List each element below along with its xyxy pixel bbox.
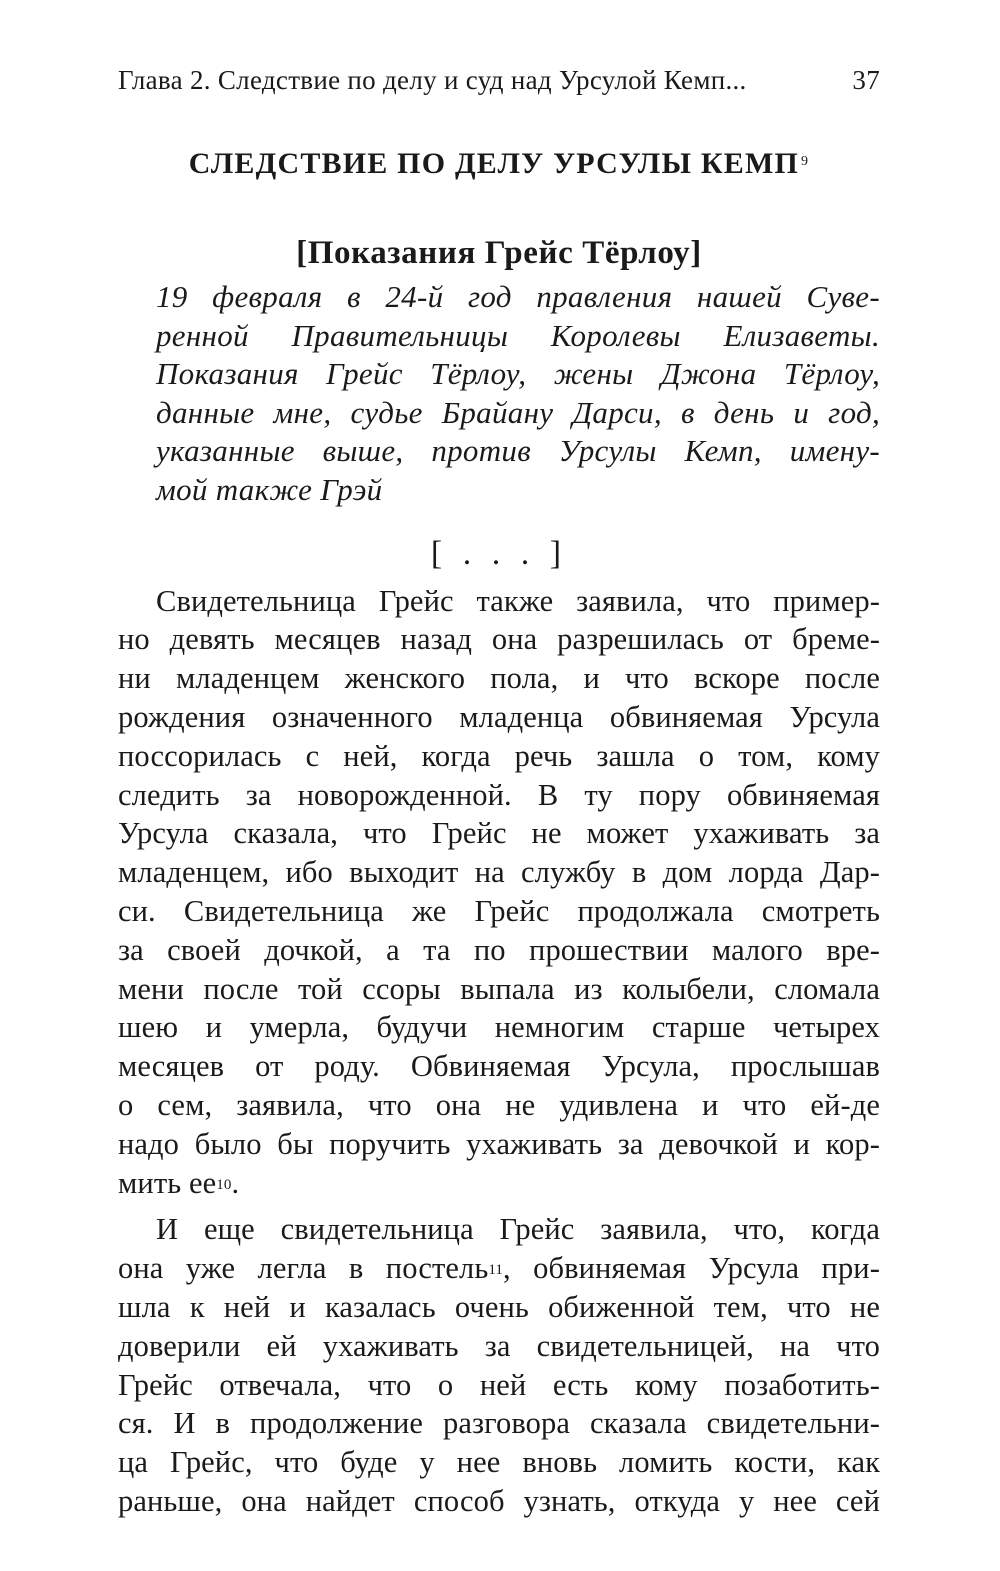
text-line: следить за новорожденной. В ту пору обвиняемая xyxy=(118,777,880,812)
text-line: ся. И в продолжение разговора сказала свидетельни- xyxy=(118,1406,880,1441)
text-line: си. Свидетельница же Грейс продолжала смотреть xyxy=(118,893,880,928)
text-line: надо было бы поручить ухаживать за девочкой и кор- xyxy=(118,1126,880,1161)
text-line: раньше, она найдет способ узнать, откуда у нее сей xyxy=(118,1483,880,1518)
running-title: Глава 2. Следствие по делу и суд над Урсулой Кемп... xyxy=(118,65,747,95)
text-line: И еще свидетельница Грейс заявила, что, когда xyxy=(156,1212,880,1247)
intro-line: ренной Правительницы Королевы Елизаветы. xyxy=(156,317,880,353)
text-line-part: . xyxy=(231,1165,240,1200)
text-line: поссорилась с ней, когда речь зашла о том, кому xyxy=(118,738,880,773)
chapter-title xyxy=(118,144,880,184)
text-line: Свидетельница Грейс также заявила, что пример- xyxy=(156,583,880,618)
intro-line: указанные выше, против Урсулы Кемп, имену- xyxy=(156,433,880,469)
text-line: ца Грейс, что буде у нее вновь ломить кости, как xyxy=(118,1445,880,1480)
text-line: месяцев от роду. Обвиняемая Урсула, прослышав xyxy=(118,1049,880,1084)
text-line xyxy=(118,1249,880,1288)
text-line: ни младенцем женского пола, и что вскоре после xyxy=(118,661,880,696)
text-line-part: она уже легла в постель xyxy=(118,1251,489,1286)
footnote-mark: 11 xyxy=(488,1262,504,1279)
text-line: Урсула сказала, что Грейс не может ухаживать за xyxy=(118,816,880,851)
text-line: доверили ей ухаживать за свидетельницей, на что xyxy=(118,1328,880,1363)
intro-line: Показания Грейс Тёрлоу, жены Джона Тёрлоу, xyxy=(156,356,880,392)
text-line: рождения означенного младенца обвиняемая Урсула xyxy=(118,699,880,734)
footnote-mark: 9 xyxy=(801,154,810,169)
text-line xyxy=(118,1164,880,1203)
footnote-mark: 10 xyxy=(216,1176,232,1193)
page-number: 37 xyxy=(852,65,880,95)
intro-line: 19 февраля в 24-й год правления нашей Суве- xyxy=(156,279,880,314)
paragraph xyxy=(118,1210,880,1520)
text-line: о сем, заявила, что она не удивлена и что ей-де xyxy=(118,1087,880,1122)
intro-text xyxy=(156,278,880,510)
text-line-part: , обвиняемая Урсула при- xyxy=(503,1251,880,1286)
text-line: Грейс отвечала, что о ней есть кому позаботить- xyxy=(118,1367,880,1402)
text-line-part: мить ее xyxy=(118,1165,217,1200)
text-line: младенцем, ибо выходит на службу в дом лорда Дар- xyxy=(118,855,880,890)
text-line: но девять месяцев назад она разрешилась от бреме- xyxy=(118,622,880,657)
text-line: шею и умерла, будучи немногим старше четырех xyxy=(118,1010,880,1045)
running-header xyxy=(118,62,880,98)
book-page xyxy=(118,62,880,1521)
intro-line: мой также Грэй xyxy=(156,471,383,507)
text-line: мени после той ссоры выпала из колыбели, сломала xyxy=(118,971,880,1006)
section-title: [Показания Грейс Тёрлоу] xyxy=(296,235,702,271)
chapter-title-text: СЛЕДСТВИЕ ПО ДЕЛУ УРСУЛЫ КЕМП xyxy=(188,147,800,180)
text-line: шла к ней и казалась очень обиженной тем, что не xyxy=(118,1289,880,1324)
omission-mark: [ . . . ] xyxy=(430,534,568,572)
paragraph xyxy=(118,582,880,1203)
intro-line: данные мне, судье Брайану Дарси, в день и год, xyxy=(156,394,880,430)
text-line: за своей дочкой, а та по прошествии малого вре- xyxy=(118,932,880,967)
